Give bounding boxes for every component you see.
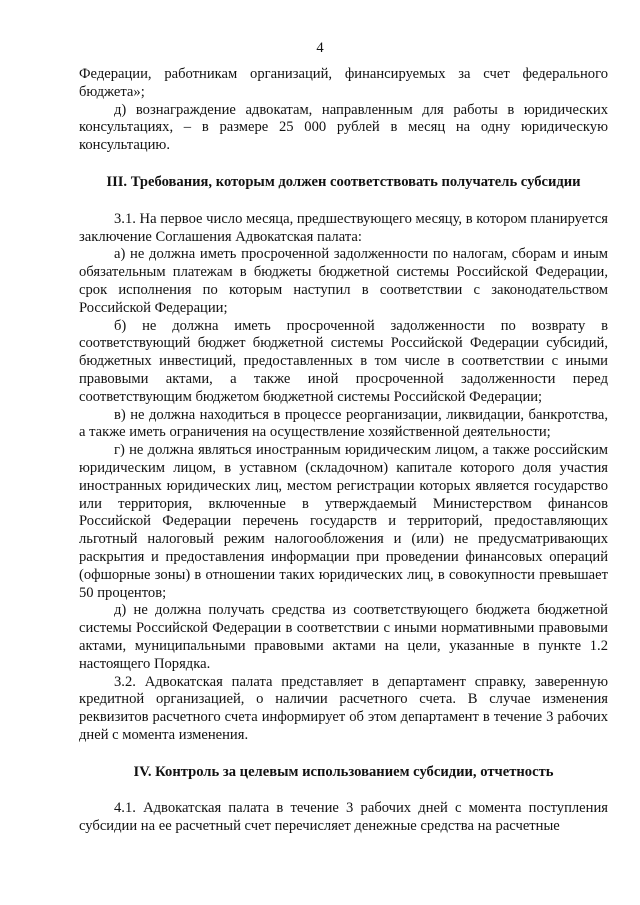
paragraph-continuation: Федерации, работникам организаций, финансируемых за счет федерального бюджета»; [79,66,608,100]
paragraph-item-d-lawyer-fees: д) вознаграждение адвокатам, направленным для работы в юридических консультациях, – в размере 25 000 рублей в месяц на одну юридическую консультацию. [79,101,608,154]
paragraph-3-1-d: д) не должна получать средства из соответствующего бюджета бюджетной системы Российской Федерации в соответствии с иными нормативными правовыми актами, муниципальными правовыми актами на цели, указанные в пункте 1.2 настоящего Порядка. [79,602,608,672]
section-heading-4: IV. Контроль за целевым использованием субсидии, отчетность [133,763,554,780]
page-number: 4 [316,40,324,56]
paragraph-3-1-v: в) не должна находиться в процессе реорганизации, ликвидации, банкротства, а также иметь ограничения на осуществление хозяйственной деятельности; [79,406,608,441]
section-heading-3: III. Требования, которым должен соответствовать получатель субсидии [106,173,581,190]
paragraph-3-1-g: г) не должна являться иностранным юридическим лицом, а также российским юридическим лицом, в уставном (складочном) капитале которого доля участия иностранных юридических лиц, местом регистрации которых является государство или территория, включенные в утверждаемый Министерством финансов Российской Федерации перечень государств и территорий, предоставляющих льготный налоговый режим налогообложения и (или) не предусматривающих раскрытия и предоставления информации при проведении финансовых операций (офшорные зоны) в отношении таких юридических лиц, в совокупности превышает 50 процентов; [79,442,608,601]
paragraph-4-1: 4.1. Адвокатская палата в течение 3 рабочих дней с момента поступления субсидии на ее расчетный счет перечисляет денежные средства на расчетные [79,800,608,835]
paragraph-3-1-b: б) не должна иметь просроченной задолженности по возврату в соответствующий бюджет бюджетной системы Российской Федерации субсидий, бюджетных инвестиций, предоставленных в том числе в соответствии с иными правовыми актами, а также иной просроченной задолженности перед соответствующим бюджетом бюджетной системы Российской Федерации; [79,317,608,405]
document-body [79,66,608,836]
paragraph-3-2: 3.2. Адвокатская палата представляет в департамент справку, заверенную кредитной организацией, о наличии расчетного счета. В случае изменения реквизитов расчетного счета информирует об этом департамент в течение 3 рабочих дней с момента изменения. [79,673,608,743]
paragraph-3-1-a: а) не должна иметь просроченной задолженности по налогам, сборам и иным обязательным платежам в бюджеты бюджетной системы Российской Федерации, срок исполнения по которым наступил в соответствии с законодательством Российской Федерации; [79,246,608,316]
paragraph-3-1: 3.1. На первое число месяца, предшествующего месяцу, в котором планируется заключение Соглашения Адвокатская палата: [79,210,609,245]
